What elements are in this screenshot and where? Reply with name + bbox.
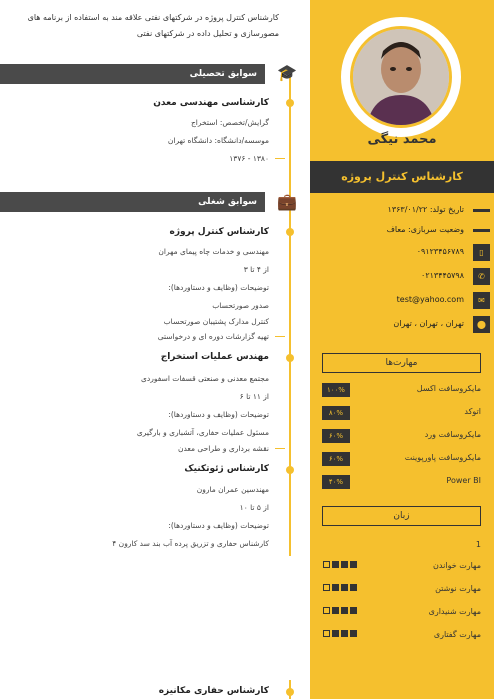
job-task: کنترل مدارک پشتیبان صورتحساب: [163, 317, 269, 326]
job-role: کارشناس کنترل پروژه: [169, 227, 269, 237]
avatar-icon: [353, 29, 449, 125]
lang-skill-dots: [323, 584, 357, 591]
timeline-line: [289, 68, 291, 556]
profile-photo-frame: [341, 17, 461, 137]
timeline-dot: [286, 99, 294, 107]
language-name: 1: [475, 540, 481, 549]
graduation-cap-icon: 🎓: [277, 63, 297, 82]
job-desc-label: توضیحات (وظایف و دستاوردها):: [168, 283, 269, 292]
job-role: کارشناس ژئوتکنیک: [184, 464, 269, 474]
skill-item: مایکروسافت اکسل ۱۰۰%: [322, 383, 481, 397]
job-period: از ۴ تا ۳: [243, 265, 269, 274]
info-birth: تاریخ تولد: ۱۳۶۳/۰۱/۲۲: [310, 200, 494, 222]
lang-skill-label: مهارت شنیداری: [428, 607, 481, 616]
location-pin-icon: ⬤: [473, 316, 490, 333]
lang-skill-label: مهارت نوشتن: [435, 584, 481, 593]
envelope-icon: ✉: [473, 292, 490, 309]
lang-skill-label: مهارت خواندن: [433, 561, 481, 570]
job-company: مهندسی و خدمات چاه پیمای مهران: [158, 247, 269, 256]
timeline-dot: [286, 354, 294, 362]
lang-skill-dots: [323, 561, 357, 568]
lang-skill-label: مهارت گفتاری: [433, 630, 481, 639]
info-email[interactable]: ✉ test@yahoo.com: [310, 290, 494, 312]
sidebar: [310, 0, 494, 699]
job-role: مهندس عملیات استخراج: [160, 352, 269, 362]
profile-name: محمد نیگی: [367, 132, 437, 147]
education-years: ۱۳۸۰ - ۱۳۷۶: [229, 154, 269, 163]
info-address: ⬤ تهران ، تهران ، تهران: [310, 314, 494, 336]
job-role: کارشناس حفاری مکانیزه: [158, 686, 269, 696]
profile-title: کارشناس کنترل پروژه: [310, 161, 494, 193]
education-school: موسسه/دانشگاه: دانشگاه تهران: [167, 136, 269, 145]
info-phone: ✆ ۰۲۱۳۴۴۵۷۹۸: [310, 266, 494, 288]
job-desc-label: توضیحات (وظایف و دستاوردها):: [168, 410, 269, 419]
skill-item: مایکروسافت ورد ۶۰%: [322, 429, 481, 443]
lang-skill-dots: [323, 607, 357, 614]
skill-item: اتوکد ۸۰%: [322, 406, 481, 420]
lang-skill-dots: [323, 630, 357, 637]
work-section-title: سوابق شغلی: [0, 192, 265, 212]
job-task: مسئول عملیات حفاری، آتشباری و بارگیری: [136, 428, 269, 437]
profile-photo: [350, 26, 452, 128]
timeline-tick: [275, 158, 285, 159]
job-desc-label: توضیحات (وظایف و دستاوردها):: [168, 521, 269, 530]
briefcase-icon: 💼: [277, 192, 297, 211]
dash-icon: [473, 229, 490, 232]
skill-item: Power BI ۴۰%: [322, 475, 481, 489]
languages-title: زبان: [322, 506, 481, 526]
job-task: نقشه برداری و طراحی معدن: [177, 444, 269, 453]
timeline-dot: [286, 688, 294, 696]
skill-item: مایکروسافت پاورپوینت ۶۰%: [322, 452, 481, 466]
job-company: مجتمع معدنی و صنعتی قسفات اسفوردی: [141, 374, 269, 383]
timeline-tick: [275, 448, 285, 449]
job-task: تهیه گزارشات دوره ای و درخواستی: [157, 332, 269, 341]
job-task: صدور صورتحساب: [212, 301, 269, 310]
job-period: از ۵ تا ۱۰: [239, 503, 269, 512]
education-field: گرایش/تخصص: استخراج: [190, 118, 269, 127]
dash-icon: [473, 209, 490, 212]
phone-icon: ✆: [473, 268, 490, 285]
info-military: وضعیت سربازی: معاف: [310, 220, 494, 242]
education-section-title: سوابق تحصیلی: [0, 64, 265, 84]
job-task: کارشناس حفاری و تزریق پرده آب بند سد کارون ۴: [112, 539, 269, 548]
job-period: از ۱۱ تا ۶: [239, 392, 269, 401]
job-company: مهندسین عمران مارون: [196, 485, 269, 494]
timeline-dot: [286, 228, 294, 236]
education-degree: کارشناسی مهندسی معدن: [153, 98, 269, 108]
timeline-dot: [286, 466, 294, 474]
summary-text: کارشناس کنترل پروژه در شرکتهای نفتی علاقه مند به استفاده از برنامه های مصورسازی و تحلیل داده در شرکتهای نفتی: [27, 13, 279, 38]
info-mobile: ▯ ۰۹۱۲۳۴۵۶۷۸۹: [310, 242, 494, 264]
timeline-tick: [275, 336, 285, 337]
skills-title: مهارت‌ها: [322, 353, 481, 373]
mobile-icon: ▯: [473, 244, 490, 261]
